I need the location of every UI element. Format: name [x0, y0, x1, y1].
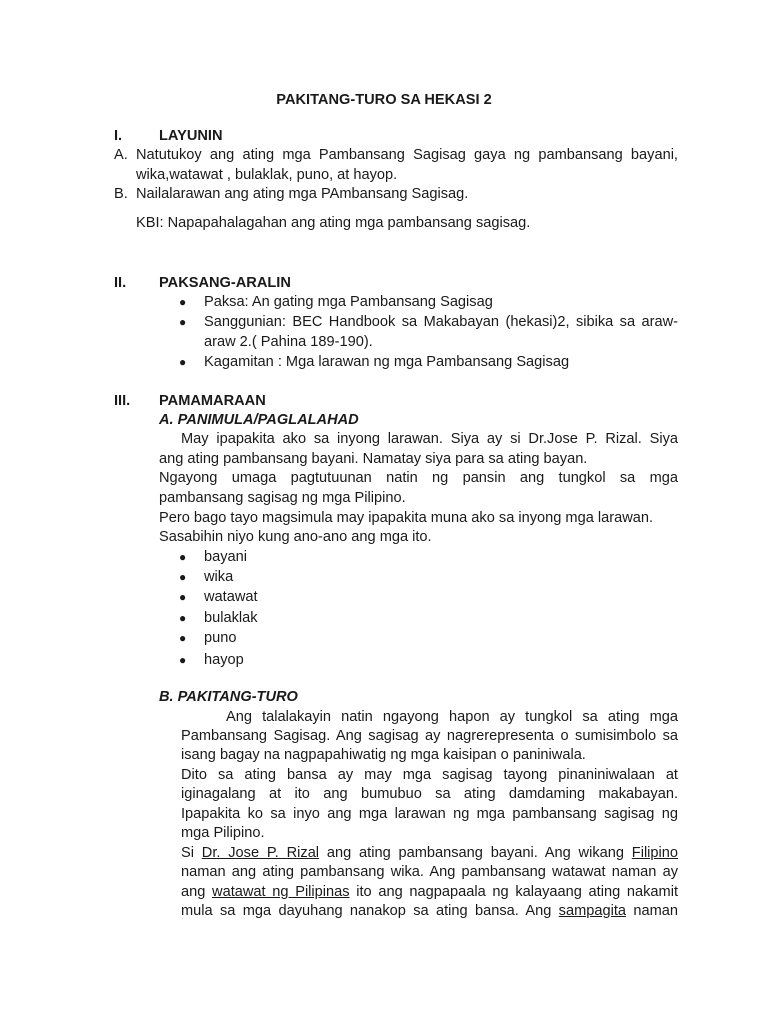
bullet-icon: ● [179, 590, 187, 604]
sanggunian-item-line-2: araw 2.( Pahina 189-190). [204, 334, 373, 350]
objective-a-line-1: Natutukoy ang ating mga Pambansang Sagisag gaya ng pambansang bayani, [136, 147, 678, 163]
pakitang-turo-line-6: Ipapakita ko sa inyo ang mga larawan ng mga pambansang sagisag ng [181, 806, 678, 822]
list-item: hayop [204, 652, 244, 668]
pakitang-turo-line-4: Dito sa ating bansa ay may mga sagisag tayong pinaniniwalaan at [181, 767, 678, 783]
document-title: PAKITANG-TURO SA HEKASI 2 [276, 92, 492, 108]
panimula-line-1: May ipapakita ako sa inyong larawan. Siya ay si Dr.Jose P. Rizal. Siya [181, 431, 678, 447]
list-item: bulaklak [204, 610, 258, 626]
pakitang-turo-line-8: Si Dr. Jose P. Rizal ang ating pambansang bayani. Ang wikang Filipino [181, 845, 679, 861]
bullet-icon: ● [179, 355, 187, 369]
pakitang-turo-line-7: mga Pilipino. [181, 825, 265, 841]
objective-b-letter: B. [114, 186, 128, 202]
section-3-number: III. [114, 393, 131, 409]
panimula-line-6: Sasabihin niyo kung ano-ano ang mga ito. [159, 529, 432, 545]
section-3-heading: PAMAMARAAN [159, 393, 266, 409]
list-item: wika [204, 569, 234, 585]
kagamitan-item: Kagamitan : Mga larawan ng mga Pambansang Sagisag [204, 354, 570, 370]
bullet-icon: ● [179, 295, 187, 309]
bullet-icon: ● [179, 631, 187, 645]
pakitang-turo-line-5: iginagalang at ito ang bumubuo sa ating damdaming makabayan. [181, 786, 678, 802]
objective-a-letter: A. [114, 147, 128, 163]
filipino-link-text: Filipino [631, 845, 679, 861]
pakitang-turo-line-2: Pambansang Sagisag. Ang sagisag ay nagrerepresenta o sumisimbolo sa [181, 728, 678, 744]
section-2-number: II. [114, 275, 127, 291]
rizal-link-text: Dr. Jose P. Rizal [201, 845, 320, 861]
sanggunian-item-line-1: Sanggunian: BEC Handbook sa Makabayan (hekasi)2, sibika sa araw- [204, 314, 678, 330]
subsection-b-heading: B. PAKITANG-TURO [159, 689, 298, 705]
pakitang-turo-line-10: ang watawat ng Pilipinas ito ang nagpapaala ng kalayaang ating nakamit [181, 884, 678, 900]
section-1-number: I. [114, 128, 123, 144]
pakitang-turo-line-1: Ang talalakayin natin ngayong hapon ay tungkol sa ating mga [226, 709, 678, 725]
paksa-item: Paksa: An gating mga Pambansang Sagisag [204, 294, 493, 310]
kbi-text: KBI: Napapahalagahan ang ating mga pambansang sagisag. [136, 215, 531, 231]
bullet-icon: ● [179, 550, 187, 564]
objective-b-line-1: Nailalarawan ang ating mga PAmbansang Sagisag. [136, 186, 469, 202]
section-2-heading: PAKSANG-ARALIN [159, 275, 291, 291]
bullet-icon: ● [179, 653, 187, 667]
pakitang-turo-line-9: naman ang ating pambansang wika. Ang pambansang watawat naman ay [181, 864, 678, 880]
panimula-line-2: ang ating pambansang bayani. Namatay siya para sa ating bayan. [159, 451, 588, 467]
pakitang-turo-line-3: isang bagay na nagpapahiwatig ng mga kaisipan o paniniwala. [181, 747, 586, 763]
list-item: puno [204, 630, 237, 646]
panimula-line-5: Pero bago tayo magsimula may ipapakita muna ako sa inyong mga larawan. [159, 510, 654, 526]
list-item: watawat [204, 589, 258, 605]
panimula-line-3: Ngayong umaga pagtutuunan natin ng pansin ang tungkol sa mga [159, 470, 678, 486]
bullet-icon: ● [179, 570, 187, 584]
bullet-icon: ● [179, 315, 187, 329]
watawat-link-text: watawat ng Pilipinas [212, 884, 350, 900]
list-item: bayani [204, 549, 248, 565]
subsection-a-heading: A. PANIMULA/PAGLALAHAD [159, 412, 359, 428]
panimula-line-4: pambansang sagisag ng mga Pilipino. [159, 490, 406, 506]
section-1-heading: LAYUNIN [159, 128, 223, 144]
sampagita-link-text: sampagita [558, 903, 627, 919]
objective-a-line-2: wika,watawat , bulaklak, puno, at hayop. [136, 167, 398, 183]
bullet-icon: ● [179, 611, 187, 625]
pakitang-turo-line-11: mula sa mga dayuhang nanakop sa ating bansa. Ang sampagita naman [181, 903, 678, 919]
